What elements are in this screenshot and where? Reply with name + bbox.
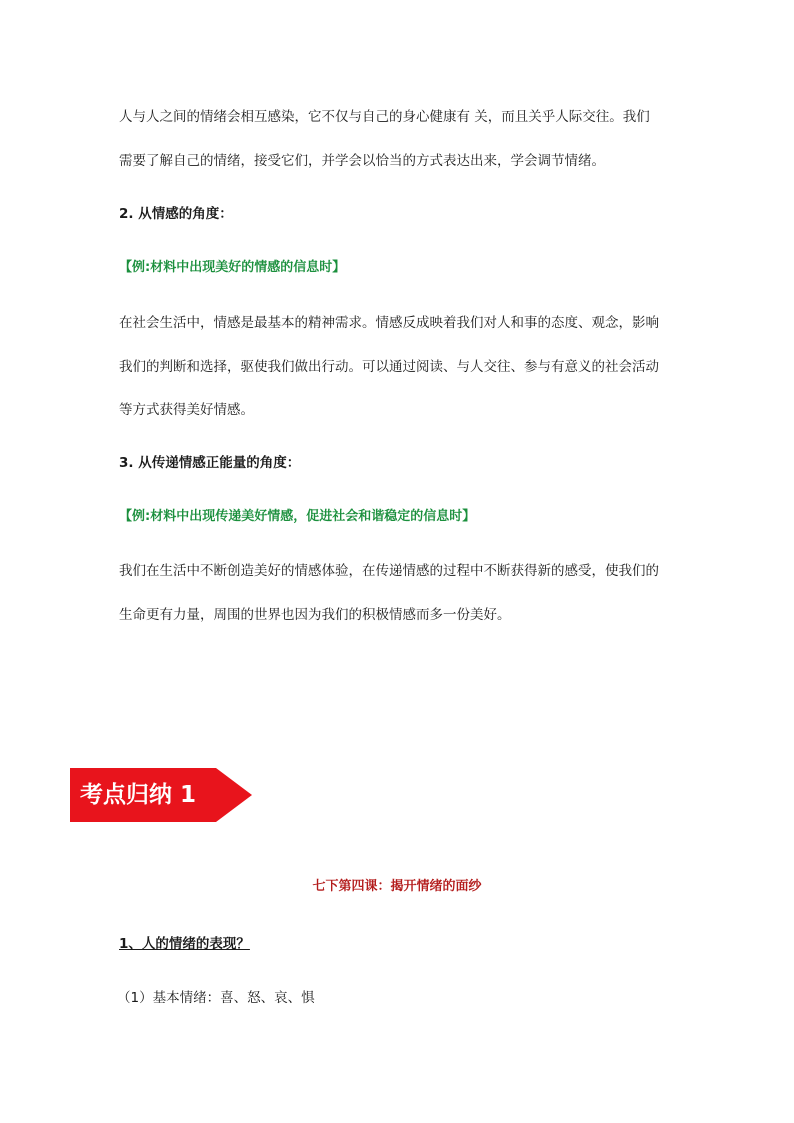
key-points-banner bbox=[70, 768, 252, 822]
paragraph-3-line-1: 我们在生活中不断创造美好的情感体验，在传递情感的过程中不断获得新的感受，使我们的 bbox=[119, 563, 659, 579]
paragraph-3-line-2: 生命更有力量，周围的世界也因为我们的积极情感而多一份美好。 bbox=[119, 607, 511, 623]
section-heading-3: 3. 从传递情感正能量的角度： bbox=[119, 455, 301, 471]
example-note-3: 【例:材料中出现传递美好情感，促进社会和谐稳定的信息时】 bbox=[119, 509, 476, 524]
banner-label: 考点归纳 1 bbox=[80, 782, 197, 808]
paragraph-2-line-2: 我们的判断和选择，驱使我们做出行动。可以通过阅读、与人交往、参与有意义的社会活动 bbox=[119, 359, 659, 375]
paragraph-2-line-1: 在社会生活中，情感是最基本的精神需求。情感反成映着我们对人和事的态度、观念，影响 bbox=[119, 315, 659, 331]
lesson-title: 七下第四课：揭开情绪的面纱 bbox=[312, 879, 482, 894]
list-item-basic-emotions: （1）基本情绪：喜、怒、哀、惧 bbox=[117, 990, 315, 1006]
example-note-2: 【例:材料中出现美好的情感的信息时】 bbox=[119, 260, 346, 275]
paragraph-2-line-3: 等方式获得美好情感。 bbox=[119, 402, 254, 418]
section-heading-2: 2. 从情感的角度： bbox=[119, 206, 233, 222]
paragraph-1-line-2: 需要了解自己的情绪，接受它们，并学会以恰当的方式表达出来，学会调节情绪。 bbox=[119, 153, 605, 169]
question-heading: 1、人的情绪的表现？ bbox=[119, 936, 250, 952]
paragraph-1-line-1: 人与人之间的情绪会相互感染，它不仅与自己的身心健康有 关，而且关乎人际交往。我们 bbox=[119, 109, 650, 125]
